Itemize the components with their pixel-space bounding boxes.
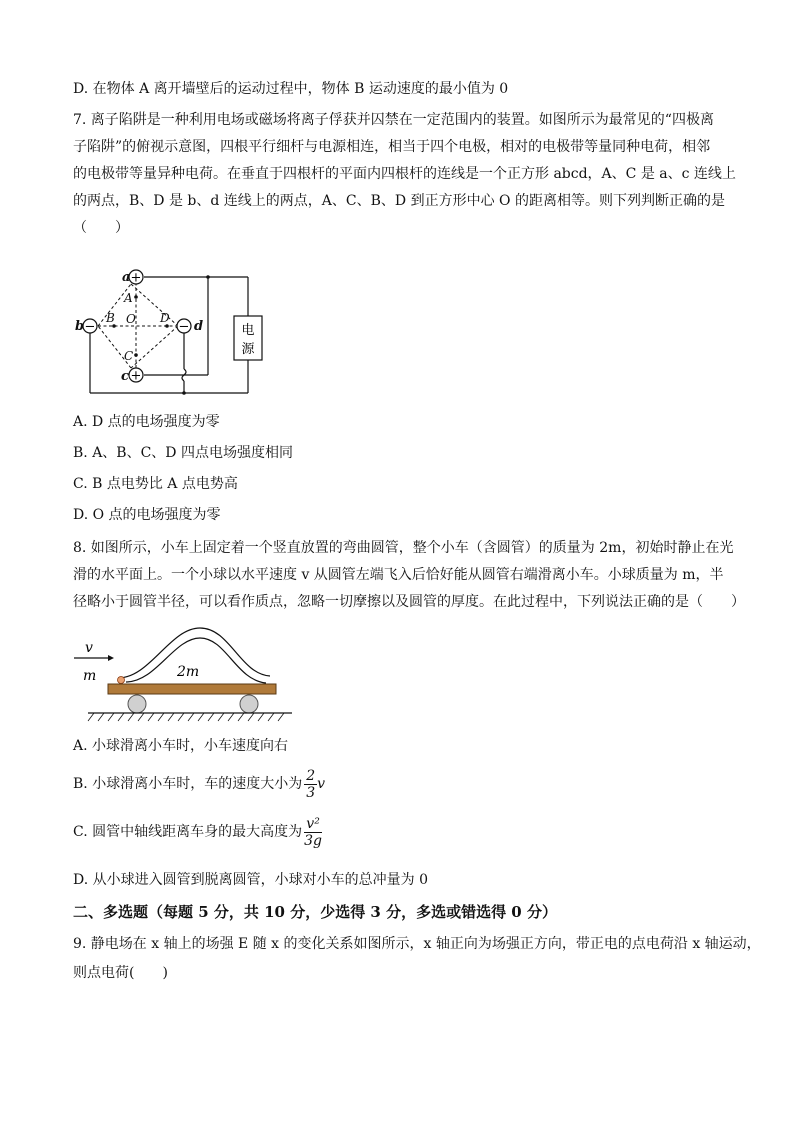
label-b: b (75, 319, 85, 334)
label-d: d (194, 319, 204, 334)
svg-text:−: − (84, 319, 96, 335)
power-supply (234, 316, 262, 360)
q7-stem-line-1: 7. 离子陷阱是一种利用电场或磁场将离子俘获并囚禁在一定范围内的装置。如图所示为最常见的“四极离 (73, 112, 714, 128)
q7-option-a: A. D 点的电场强度为零 (73, 414, 220, 430)
wires (84, 277, 248, 393)
svg-text:电: 电 (241, 323, 255, 338)
q6-option-d: D. 在物体 A 离开墙壁后的运动过程中，物体 B 运动速度的最小值为 0 (73, 81, 509, 97)
label-C: C (124, 349, 134, 363)
q8-option-a: A. 小球滑离小车时，小车速度向右 (73, 738, 289, 754)
electrode-d (177, 319, 191, 335)
q7-option-b: B. A、B、C、D 四点电场强度相同 (73, 445, 293, 461)
q8-option-d: D. 从小球进入圆管到脱离圆管，小球对小车的总冲量为 0 (73, 872, 428, 888)
cart-mass-label: 2m (177, 664, 200, 680)
q8-cart-figure (70, 620, 300, 726)
wheel-left (128, 695, 146, 713)
q9-stem-line-1: 9. 静电场在 x 轴上的场强 E 随 x 的变化关系如图所示，x 轴正向为场强正方向，带正电的点电荷沿 x 轴运动， (73, 936, 761, 952)
q7-stem-line-2: 子陷阱”的俯视示意图，四根平行细杆与电源相连，相当于四个电极，相对的电极带等量同种电荷，相邻 (73, 139, 711, 155)
section-title-multi-choice: 二、多选题（每题 5 分，共 10 分，少选得 3 分，多选或错选得 0 分） (73, 903, 557, 921)
q8-stem-line-3: 径略小于圆管半径，可以看作质点，忽略一切摩擦以及圆管的厚度。在此过程中，下列说法正确的是（ ） (73, 594, 745, 610)
svg-text:+: + (130, 270, 142, 286)
label-D: D (160, 311, 170, 325)
cart-body (108, 684, 276, 694)
q9-stem-line-2: 则点电荷( ) (73, 965, 168, 981)
electrode-a (129, 270, 143, 286)
electrode-b (83, 319, 97, 335)
q8-option-c: C. 圆管中轴线距离车身的最大高度为 $\frac{\text{v²}}{3g}$ (73, 815, 322, 849)
q7-option-d: D. O 点的电场强度为零 (73, 507, 221, 523)
ball (118, 677, 125, 684)
q7-option-c: C. B 点电势比 A 点电势高 (73, 476, 238, 492)
q7-answer-bracket: （ ） (73, 220, 129, 236)
q7-ion-trap-figure (70, 262, 270, 402)
velocity-label: v (85, 640, 93, 656)
ball-mass-label: m (83, 668, 97, 684)
svg-text:+: + (130, 368, 142, 384)
label-a: a (122, 270, 131, 285)
q8-stem-line-2: 滑的水平面上。一个小球以水平速度 v 从圆管左端飞入后恰好能从圆管右端滑离小车。小球质量为 m，半 (73, 567, 724, 583)
svg-text:−: − (178, 319, 190, 335)
q8-option-b: B. 小球滑离小车时，车的速度大小为 $\frac{2}{3}$ v (73, 767, 326, 801)
q7-stem-line-3: 的电极带等量异种电荷。在垂直于四根杆的平面内四根杆的连线是一个正方形 abcd，A、C 是 a、c 连线上 (73, 166, 736, 182)
label-B: B (106, 311, 115, 325)
electrode-c (129, 368, 143, 384)
label-c: c (121, 369, 129, 384)
svg-text:源: 源 (241, 342, 255, 357)
q7-stem-line-4: 的两点，B、D 是 b、d 连线上的两点，A、C、B、D 到正方形中心 O 的距离相等。则下列判断正确的是 (73, 193, 725, 209)
label-A: A (124, 291, 133, 305)
label-O: O (126, 312, 136, 326)
q8-stem-line-1: 8. 如图所示，小车上固定着一个竖直放置的弯曲圆管，整个小车（含圆管）的质量为 2m，初始时静止在光 (73, 540, 734, 556)
wheel-right (240, 695, 258, 713)
